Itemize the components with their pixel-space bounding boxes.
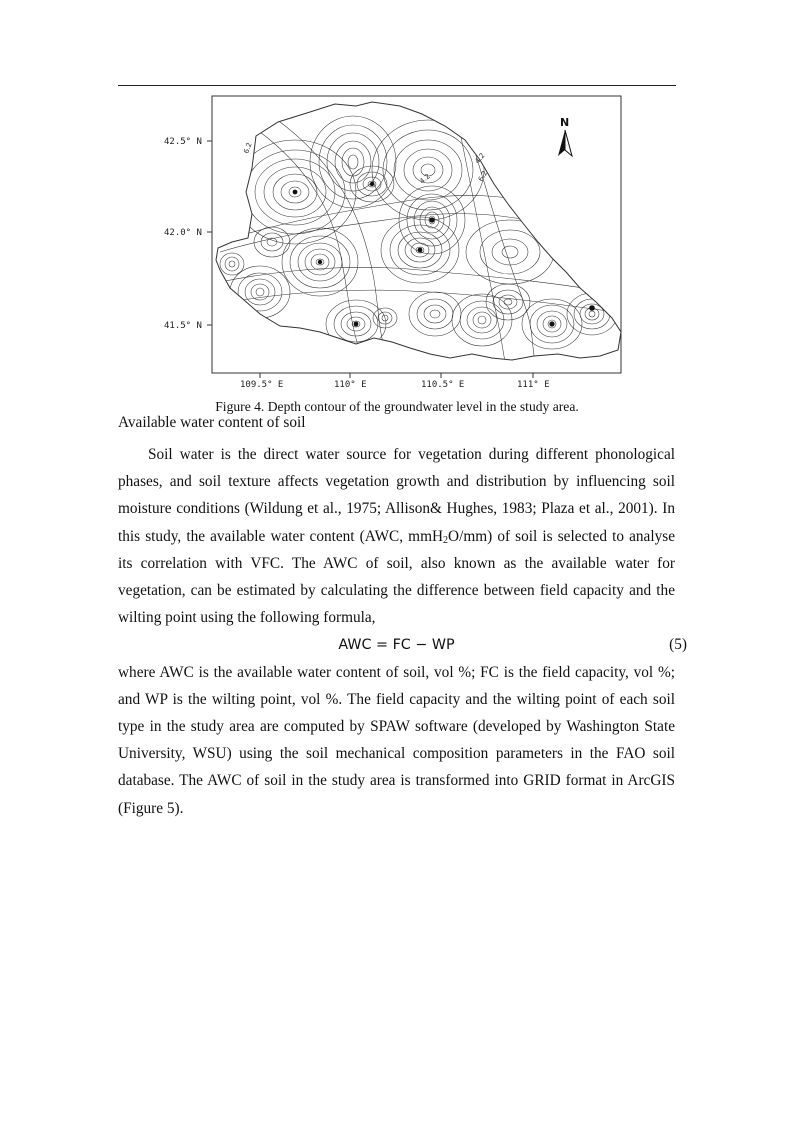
subscript-2: 2 bbox=[443, 534, 449, 546]
equation-line bbox=[118, 631, 687, 658]
lon-label: 110.5° E bbox=[421, 380, 465, 390]
contour-value-label: 6.2 bbox=[476, 169, 490, 183]
paragraph-1 bbox=[118, 441, 675, 631]
paragraph-2: where AWC is the available water content of soil, vol %; FC is the field capacity, vol %; and WP is the wilting point, vol %. The field capacity and the wilting point of each soil type in the study area are computed by SPAW software (developed by Washington State University, WSU) using the soil mechanical composition parameters in the FAO soil database. The AWC of soil in the study area is transformed into GRID format in ArcGIS (Figure 5). bbox=[118, 663, 675, 817]
equation-number: (5) bbox=[669, 636, 687, 654]
lon-label: 109.5° E bbox=[240, 380, 284, 390]
paragraph-1-text: Soil water is the direct water source for vegetation during different phonological phases, and soil texture affects vegetation growth and distribution by influencing soil moisture conditions (Wildung et al., 1975; Allison& Hughes, 1983; Plaza et al., 2001). In this study, the available water content (AWC, mmH bbox=[118, 446, 675, 545]
contour-value-label: 6.2 bbox=[242, 141, 254, 155]
paragraph-1-text-rest: O/mm) of soil is selected to analyse its correlation with VFC. The AWC of soil, also known as the available water for vegetation, can be estimated by calculating the difference between field capacity and the wilting point using the following formula, bbox=[118, 527, 675, 627]
contour-map-figure bbox=[160, 92, 630, 392]
contour-value-label: 4.2 bbox=[473, 151, 487, 166]
lat-label: 42.5° N bbox=[164, 137, 202, 147]
body-text bbox=[118, 441, 687, 822]
contour-value-label: 4.2 bbox=[418, 172, 432, 186]
lon-label: 110° E bbox=[334, 380, 367, 390]
north-label: N bbox=[560, 116, 570, 129]
lon-label: 111° E bbox=[517, 380, 550, 390]
header-rule bbox=[118, 85, 676, 86]
lat-label: 41.5° N bbox=[164, 321, 202, 331]
lat-label: 42.0° N bbox=[164, 228, 202, 238]
equation: AWC = FC − WP bbox=[338, 637, 455, 654]
section-heading: Available water content of soil bbox=[118, 414, 306, 431]
contour-map bbox=[160, 92, 630, 392]
figure-caption: Figure 4. Depth contour of the groundwater level in the study area. bbox=[215, 399, 579, 414]
map-frame bbox=[212, 96, 621, 373]
